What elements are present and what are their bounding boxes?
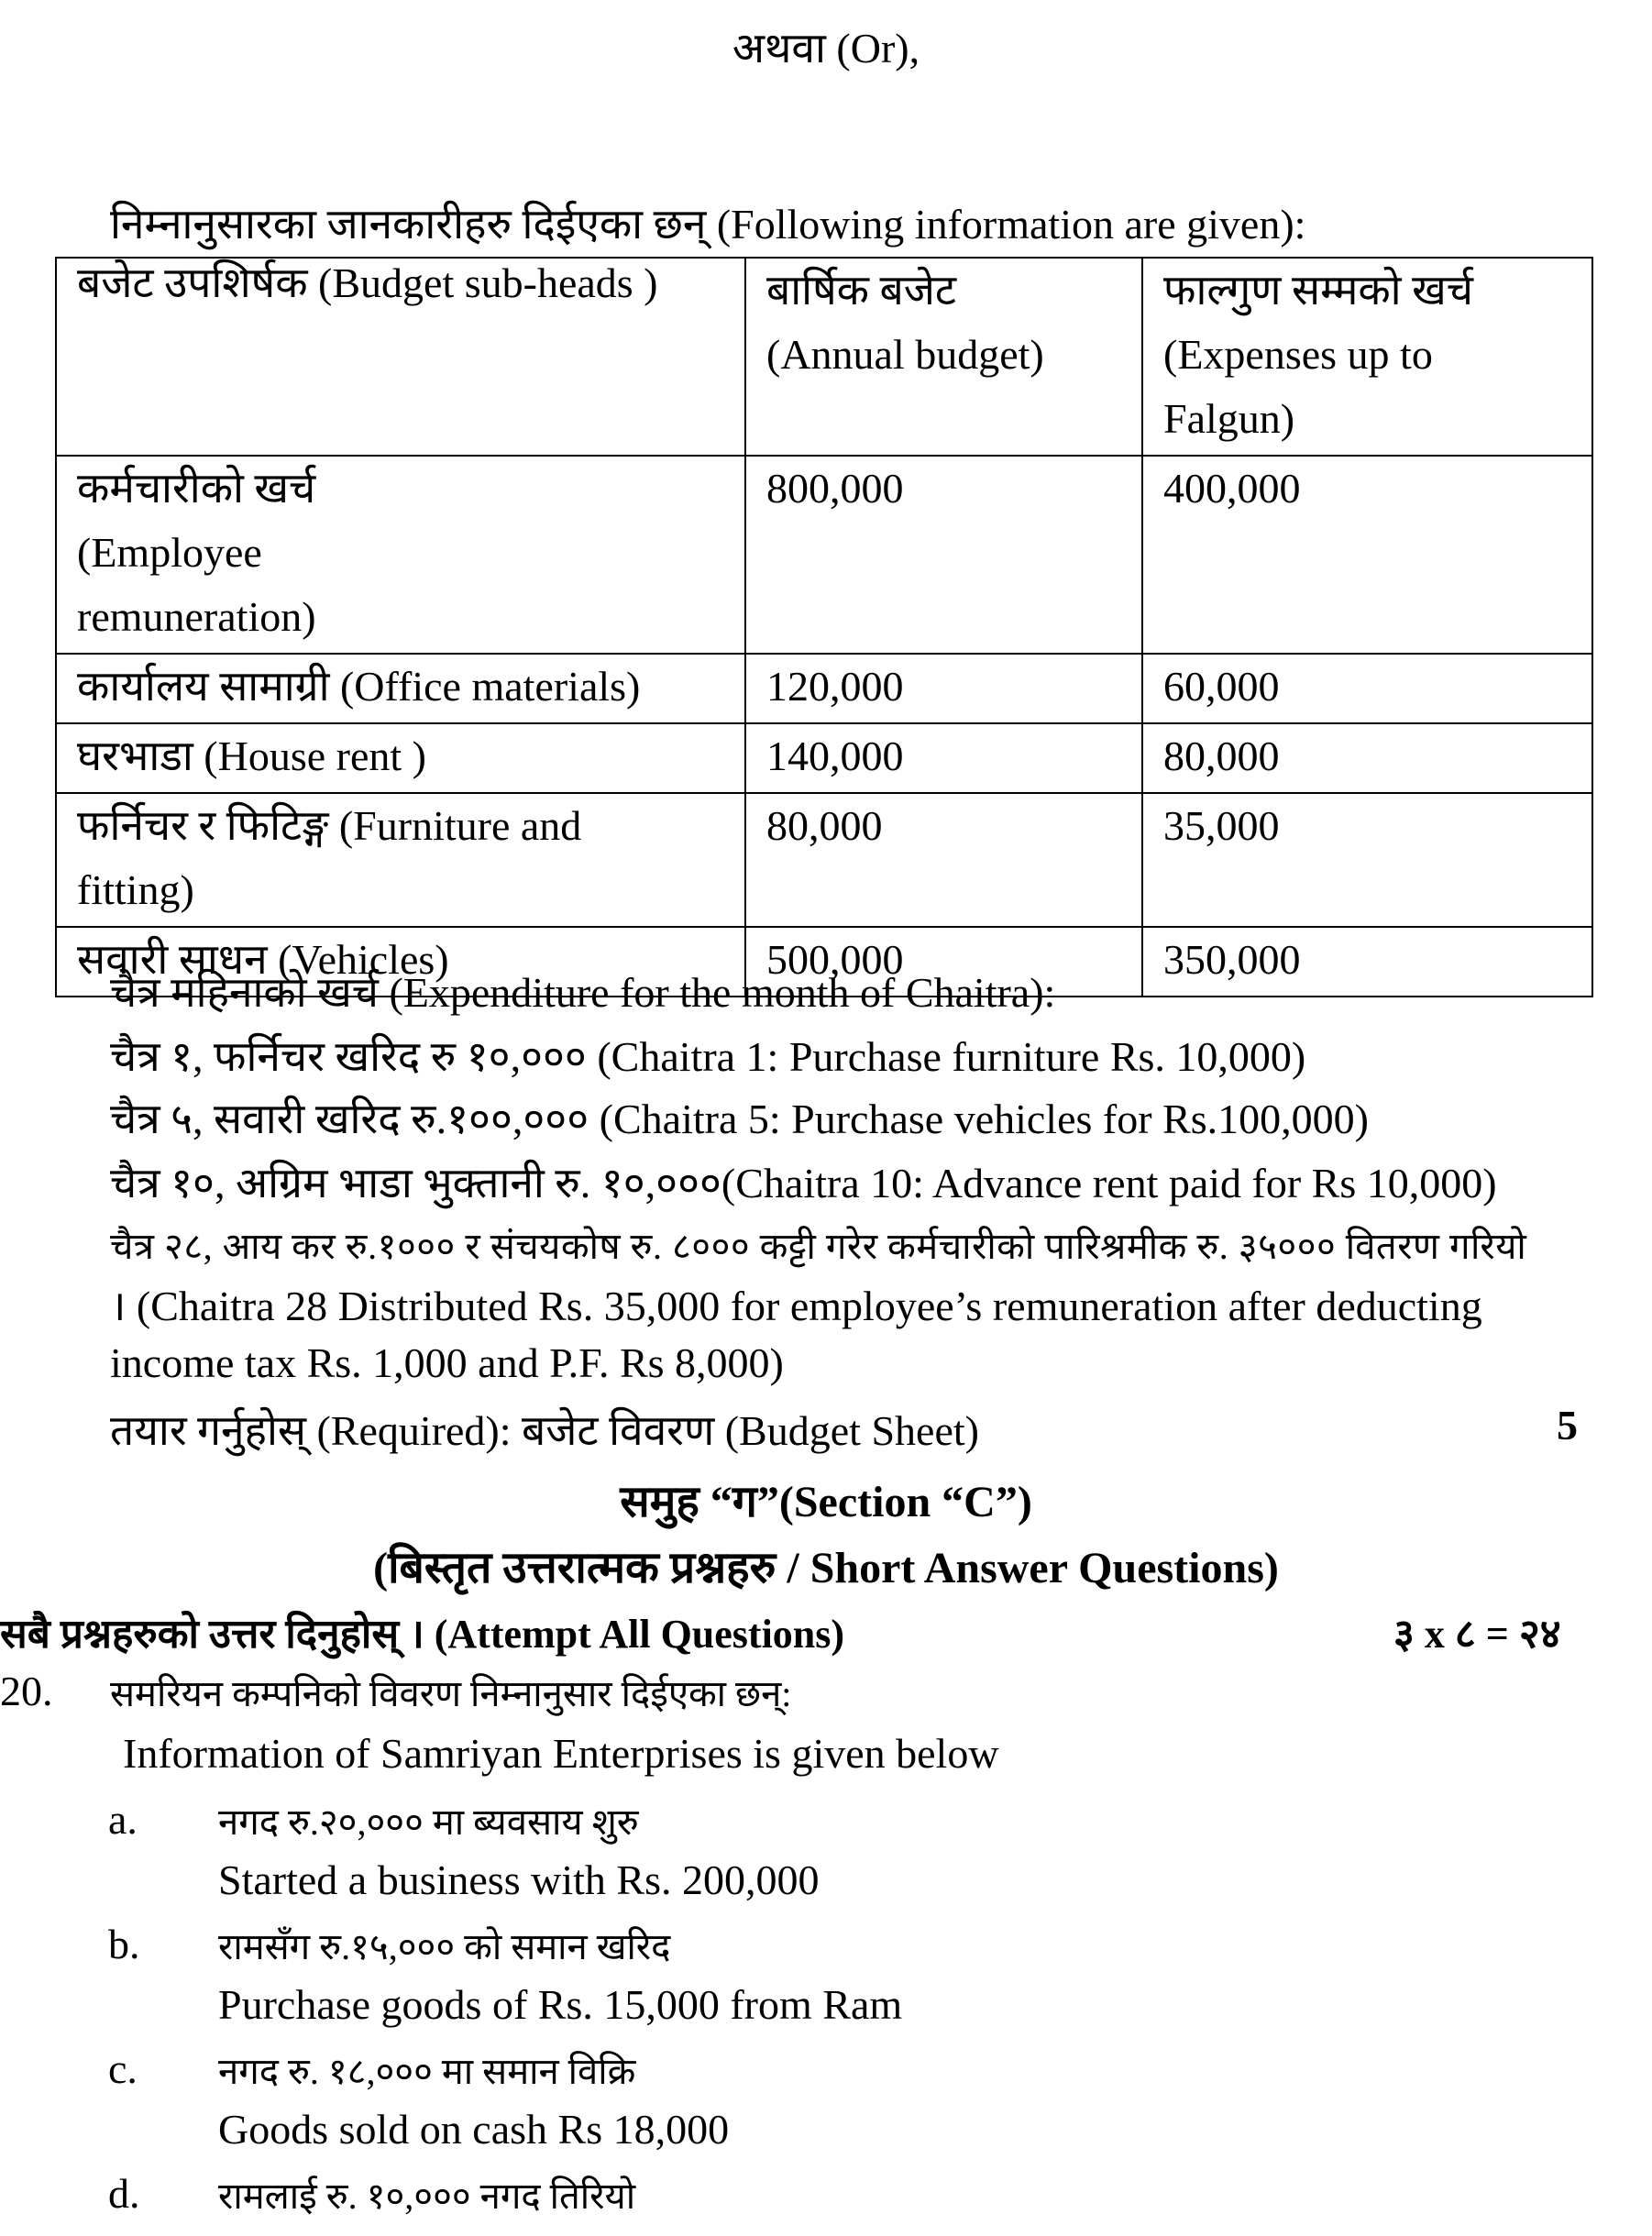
budget-header-row (56, 258, 1592, 456)
item-nepali: रामसँग रु.१५,००० को समान खरिद (218, 1926, 671, 1967)
required-marks: 5 (1557, 1402, 1578, 1448)
section-marks: ३ x ८ = २४ (1393, 1612, 1561, 1657)
intro-text: निम्नानुसारका जानकारीहरु दिईएका छन् (Following information are given): (110, 201, 1306, 248)
row-annual: 500,000 (745, 927, 1142, 997)
budget-table (55, 257, 1593, 997)
row-head: सवारी साधन (Vehicles) (56, 927, 745, 997)
item-english: Purchase goods of Rs. 15,000 from Ram (218, 1981, 903, 2028)
chaitra-heading: चैत्र महिनाको खर्च (Expenditure for the month of Chaitra): (110, 969, 1056, 1016)
row-falgun: 350,000 (1142, 927, 1592, 997)
item-nepali: रामलाई रु. १०,००० नगद तिरियो (218, 2175, 636, 2217)
item-letter: c. (108, 2045, 138, 2092)
section-subtitle: (बिस्तृत उत्तरात्मक प्रश्नहरु / Short Answer Questions) (373, 1544, 1279, 1592)
question-text-nepali: समरियन कम्पनिको विवरण निम्नानुसार दिईएका छन्: (110, 1673, 792, 1714)
question-text-english: Information of Samriyan Enterprises is given below (123, 1730, 999, 1777)
row-head: फर्निचर र फिटिङ्ग (Furniture and fitting) (56, 793, 745, 927)
item-english: Started a business with Rs. 200,000 (218, 1856, 820, 1903)
row-annual: 140,000 (745, 723, 1142, 793)
table-row (56, 793, 1592, 927)
table-row (56, 654, 1592, 723)
row-annual: 800,000 (745, 456, 1142, 654)
item-letter: b. (108, 1921, 140, 1967)
header-budget-subheads: बजेट उपशिर्षक (Budget sub-heads ) (56, 258, 745, 456)
row-annual: 120,000 (745, 654, 1142, 723)
row-falgun: 35,000 (1142, 793, 1592, 927)
row-falgun: 80,000 (1142, 723, 1592, 793)
row-annual: 80,000 (745, 793, 1142, 927)
item-nepali: नगद रु.२०,००० मा ब्यवसाय शुरु (218, 1801, 639, 1843)
section-title: समुह “ग”(Section “C”) (620, 1478, 1032, 1526)
header-expenses-falgun: फाल्गुण सम्मको खर्च (Expenses up to Falgun) (1142, 258, 1592, 456)
question-number: 20. (0, 1668, 53, 1714)
row-head: घरभाडा (House rent ) (56, 723, 745, 793)
item-letter: d. (108, 2170, 140, 2217)
header-annual-budget: बार्षिक बजेट (Annual budget) (745, 258, 1142, 456)
required-statement: तयार गर्नुहोस् (Required): बजेट विवरण (Budget Sheet) (110, 1407, 979, 1454)
row-falgun: 400,000 (1142, 456, 1592, 654)
chaitra-28-entry-english-line1: । (Chaitra 28 Distributed Rs. 35,000 for employee’s remuneration after deducting (110, 1283, 1482, 1329)
chaitra-28-entry-english-line2: income tax Rs. 1,000 and P.F. Rs 8,000) (110, 1339, 784, 1386)
or-title: अथवा (Or), (732, 25, 920, 72)
table-row (56, 723, 1592, 793)
row-head: कार्यालय सामाग्री (Office materials) (56, 654, 745, 723)
attempt-instruction: सबै प्रश्नहरुको उत्तर दिनुहोस् । (Attempt All Questions) (0, 1612, 845, 1657)
row-head: कर्मचारीको खर्च (Employee remuneration) (56, 456, 745, 654)
table-row (56, 456, 1592, 654)
item-english: Goods sold on cash Rs 18,000 (218, 2106, 730, 2153)
chaitra-1-entry: चैत्र १, फर्निचर खरिद रु १०,००० (Chaitra 1: Purchase furniture Rs. 10,000) (110, 1033, 1306, 1080)
row-falgun: 60,000 (1142, 654, 1592, 723)
item-nepali: नगद रु. १८,००० मा समान विक्रि (218, 2051, 636, 2092)
chaitra-5-entry: चैत्र ५, सवारी खरिद रु.१००,००० (Chaitra 5: Purchase vehicles for Rs.100,000) (110, 1096, 1369, 1142)
item-letter: a. (108, 1796, 138, 1843)
chaitra-28-entry-nepali: चैत्र २८, आय कर रु.१००० र संचयकोष रु. ८००० कट्टी गरेर कर्मचारीको पारिश्रमीक रु. ३५००० वितरण गरियो (110, 1226, 1527, 1267)
chaitra-10-entry: चैत्र १०, अग्रिम भाडा भुक्तानी रु. १०,०००(Chaitra 10: Advance rent paid for Rs 10,000) (110, 1160, 1497, 1206)
